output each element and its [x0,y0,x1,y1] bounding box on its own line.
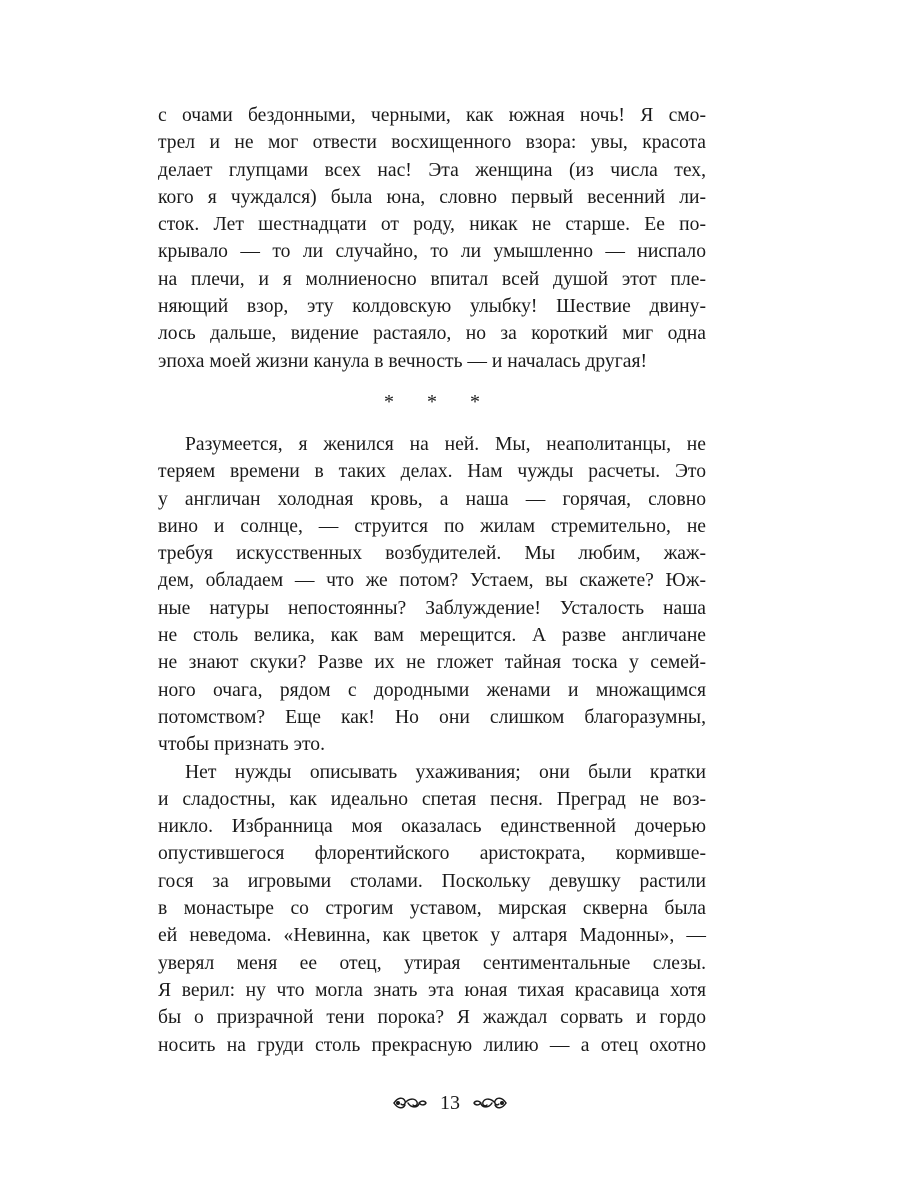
text-line: Разумеется, я женился на ней. Мы, неаполитанцы, не [185,433,706,455]
text-line: эпоха моей жизни канула в вечность — и началась другая! [158,350,647,372]
text-line: бы о призрачной тени порока? Я жаждал сорвать и гордо [158,1007,706,1029]
text-line: ного очага, рядом с дородными женами и множащимся [158,679,706,701]
paragraph-2 [158,431,706,759]
paragraph-3 [158,759,706,1059]
text-line: и сладостны, как идеально спетая песня. Преград не воз- [158,788,706,810]
text-line: опустившегося флорентийского аристократа, кормивше- [158,843,706,865]
section-break-asterisks: * * * [384,390,494,413]
text-line: с очами бездонными, черными, как южная ночь! Я смо- [158,105,706,126]
text-line: крывало — то ли случайно, то ли умышленно — ниспало [158,241,706,263]
text-line: уверял меня ее отец, утирая сентиментальные слезы. [158,952,706,974]
page-number: 13 [440,1092,460,1114]
text-line: требуя искусственных возбудителей. Мы любим, жаж- [158,543,706,565]
text-line: не знают скуки? Разве их не гложет тайная тоска у семей- [158,652,706,674]
paragraph-1 [158,102,706,375]
text-line: в монастыре со строгим уставом, мирская скверна была [158,898,706,920]
text-line: лось дальше, видение растаяло, но за короткий миг одна [158,323,706,345]
text-line: няющий взор, эту колдовскую улыбку! Шествие двину- [158,296,706,318]
text-line: дем, обладаем — что же потом? Устаем, вы скажете? Юж- [158,570,706,592]
text-line: чтобы признать это. [158,734,325,756]
text-line: Я верил: ну что могла знать эта юная тихая красавица хотя [158,979,706,1001]
text-line: ей неведома. «Невинна, как цветок у алтаря Мадонны», — [158,925,706,947]
text-line: делает глупцами всех нас! Эта женщина (из числа тех, [158,159,706,181]
text-line: Нет нужды описывать ухаживания; они были кратки [185,761,706,783]
text-line: носить на груди столь прекрасную лилию — а отец охотно [158,1034,706,1056]
text-line: потомством? Еще как! Но они слишком благоразумны, [158,706,706,728]
text-line: на плечи, и я молниеносно впитал всей душой этот пле- [158,268,706,290]
ornament-flourish-left-icon [392,1093,428,1113]
text-line: вино и солнце, — струится по жилам стремительно, не [158,515,706,537]
ornament-flourish-right-icon [472,1093,508,1113]
page-footer [0,1083,900,1123]
text-line: сток. Лет шестнадцати от роду, никак не старше. Ее по- [158,214,706,236]
text-line: теряем времени в таких делах. Нам чужды расчеты. Это [158,461,706,483]
text-line: у англичан холодная кровь, а наша — горячая, словно [158,488,706,510]
text-line: никло. Избранница моя оказалась единственной дочерью [158,816,706,838]
text-line: кого я чуждался) была юна, словно первый весенний ли- [158,186,706,208]
text-line: трел и не мог отвести восхищенного взора: увы, красота [158,132,706,154]
text-line: гося за игровыми столами. Поскольку девушку растили [158,870,706,892]
book-page-text [158,102,706,1059]
text-line: ные натуры непостоянны? Заблуждение! Усталость наша [158,597,706,619]
text-line: не столь велика, как вам мерещится. А разве англичане [158,625,706,647]
